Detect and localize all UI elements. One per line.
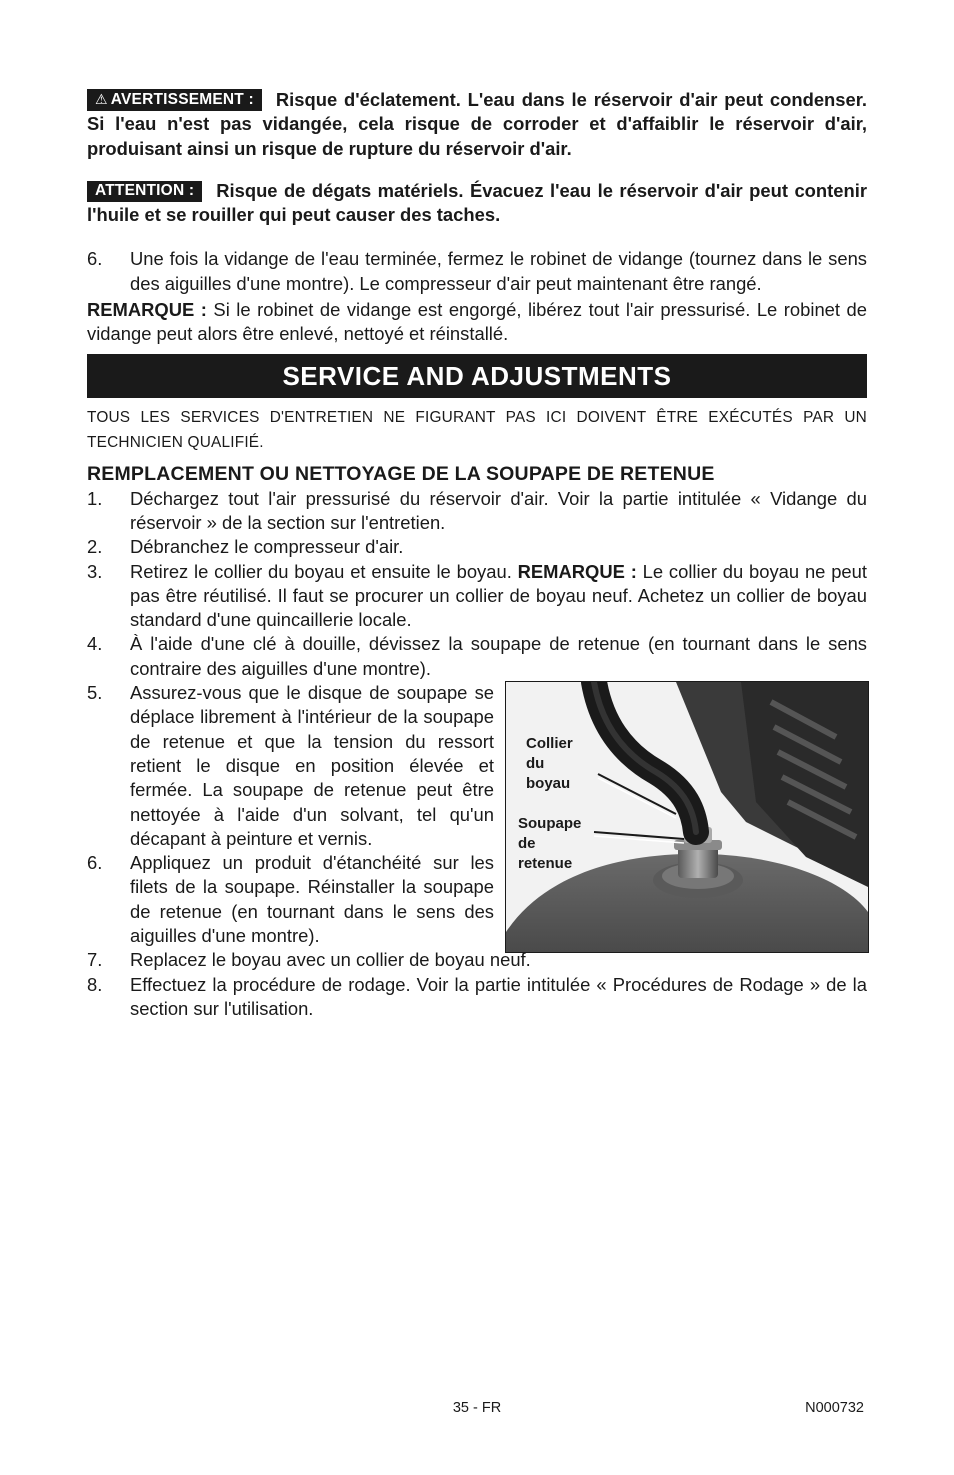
drain-steps [87, 247, 867, 296]
clamp-label-line-3: boyau [526, 775, 571, 793]
section-intro: TOUS LES SERVICES D'ENTRETIEN NE FIGURANT PAS ICI DOIVENT ÊTRE EXÉCUTÉS PAR UN TECHNICIEN QUALIFIÉ. [87, 408, 867, 451]
subheading: REMPLACEMENT OU NETTOYAGE DE LA SOUPAPE DE RETENUE [87, 462, 715, 485]
caution-paragraph [87, 179, 867, 228]
page-number: 35 - FR [452, 1400, 502, 1416]
list-item: 6. Une fois la vidange de l'eau terminée, fermez le robinet de vidange (tournez dans le sens des aiguilles d'une montre). Le compresseur d'air peut maintenant être rangé. [87, 248, 867, 294]
section-title-bar: SERVICE AND ADJUSTMENTS [87, 354, 867, 398]
service-steps [87, 487, 867, 681]
service-steps-final [87, 948, 867, 1021]
list-item: 1. Déchargez tout l'air pressurisé du réservoir d'air. Voir la partie intitulée « Vidange du réservoir » de la section sur l'entretien. [87, 487, 867, 533]
note-text: Si le robinet de vidange est engorgé, libérez tout l'air pressurisé. Le robinet de vidange peut alors être enlevé, nettoyé et réinstallé. [87, 299, 867, 345]
list-item: 8. Effectuez la procédure de rodage. Voir la partie intitulée « Procédures de Rodage » de la section sur l'utilisation. [87, 973, 867, 1019]
document-code: N000732 [805, 1400, 864, 1416]
list-item: 7. Replacez le boyau avec un collier de boyau neuf. [87, 949, 531, 971]
clamp-label-line-1: Collier [526, 735, 573, 753]
list-item: 5. Assurez-vous que le disque de soupape se déplace librement à l'intérieur de la soupape de retenue et que la tension du ressort retient le disque en position élevée et fermée. La soupape de retenue peut être nettoyée à l'aide d'un solvant, tel qu'un décapant à peinture et vernis. [87, 682, 494, 849]
warning-triangle-icon: ⚠ [95, 91, 108, 107]
check-valve-figure [505, 681, 869, 953]
list-item: 4. À l'aide d'une clé à douille, dévissez la soupape de retenue (en tournant dans le sens contraire des aiguilles d'une montre). [87, 633, 867, 679]
compressor-photo-illustration [506, 682, 868, 952]
caution-badge: ATTENTION : [87, 181, 202, 202]
caution-text: Risque de dégats matériels. Évacuez l'eau le réservoir d'air peut contenir l'huile et se rouiller qui peut causer des taches. [87, 179, 867, 226]
list-item: 3. Retirez le collier du boyau et ensuite le boyau. REMARQUE : Le collier du boyau ne peut pas être réutilisé. Il faut se procurer un collier de boyau neuf. Achetez un collier de boyau standard d'une quincaillerie locale. [87, 560, 867, 631]
page-content [87, 88, 867, 1021]
valve-label-line-1: Soupape [518, 815, 582, 833]
warning-badge: ⚠ AVERTISSEMENT : [87, 89, 262, 111]
valve-label-line-3: retenue [518, 855, 573, 873]
warning-paragraph [87, 88, 867, 161]
figure-wrap [87, 681, 867, 948]
valve-label-line-2: de [518, 835, 536, 853]
list-item: 2. Débranchez le compresseur d'air. [87, 536, 404, 558]
note-label: REMARQUE : [87, 299, 207, 321]
clamp-label-line-2: du [526, 755, 545, 773]
warning-text: Risque d'éclatement. L'eau dans le réservoir d'air peut condenser. Si l'eau n'est pas vidangée, cela risque de corroder et d'affaiblir le réservoir d'air, produisant ainsi un risque de rupture du réservoir d'air. [87, 89, 867, 159]
list-item: 6. Appliquez un produit d'étanchéité sur les filets de la soupape. Réinstaller la soupape de retenue (en tournant dans le sens des aiguilles d'une montre). [87, 852, 494, 947]
note-paragraph [87, 298, 867, 347]
